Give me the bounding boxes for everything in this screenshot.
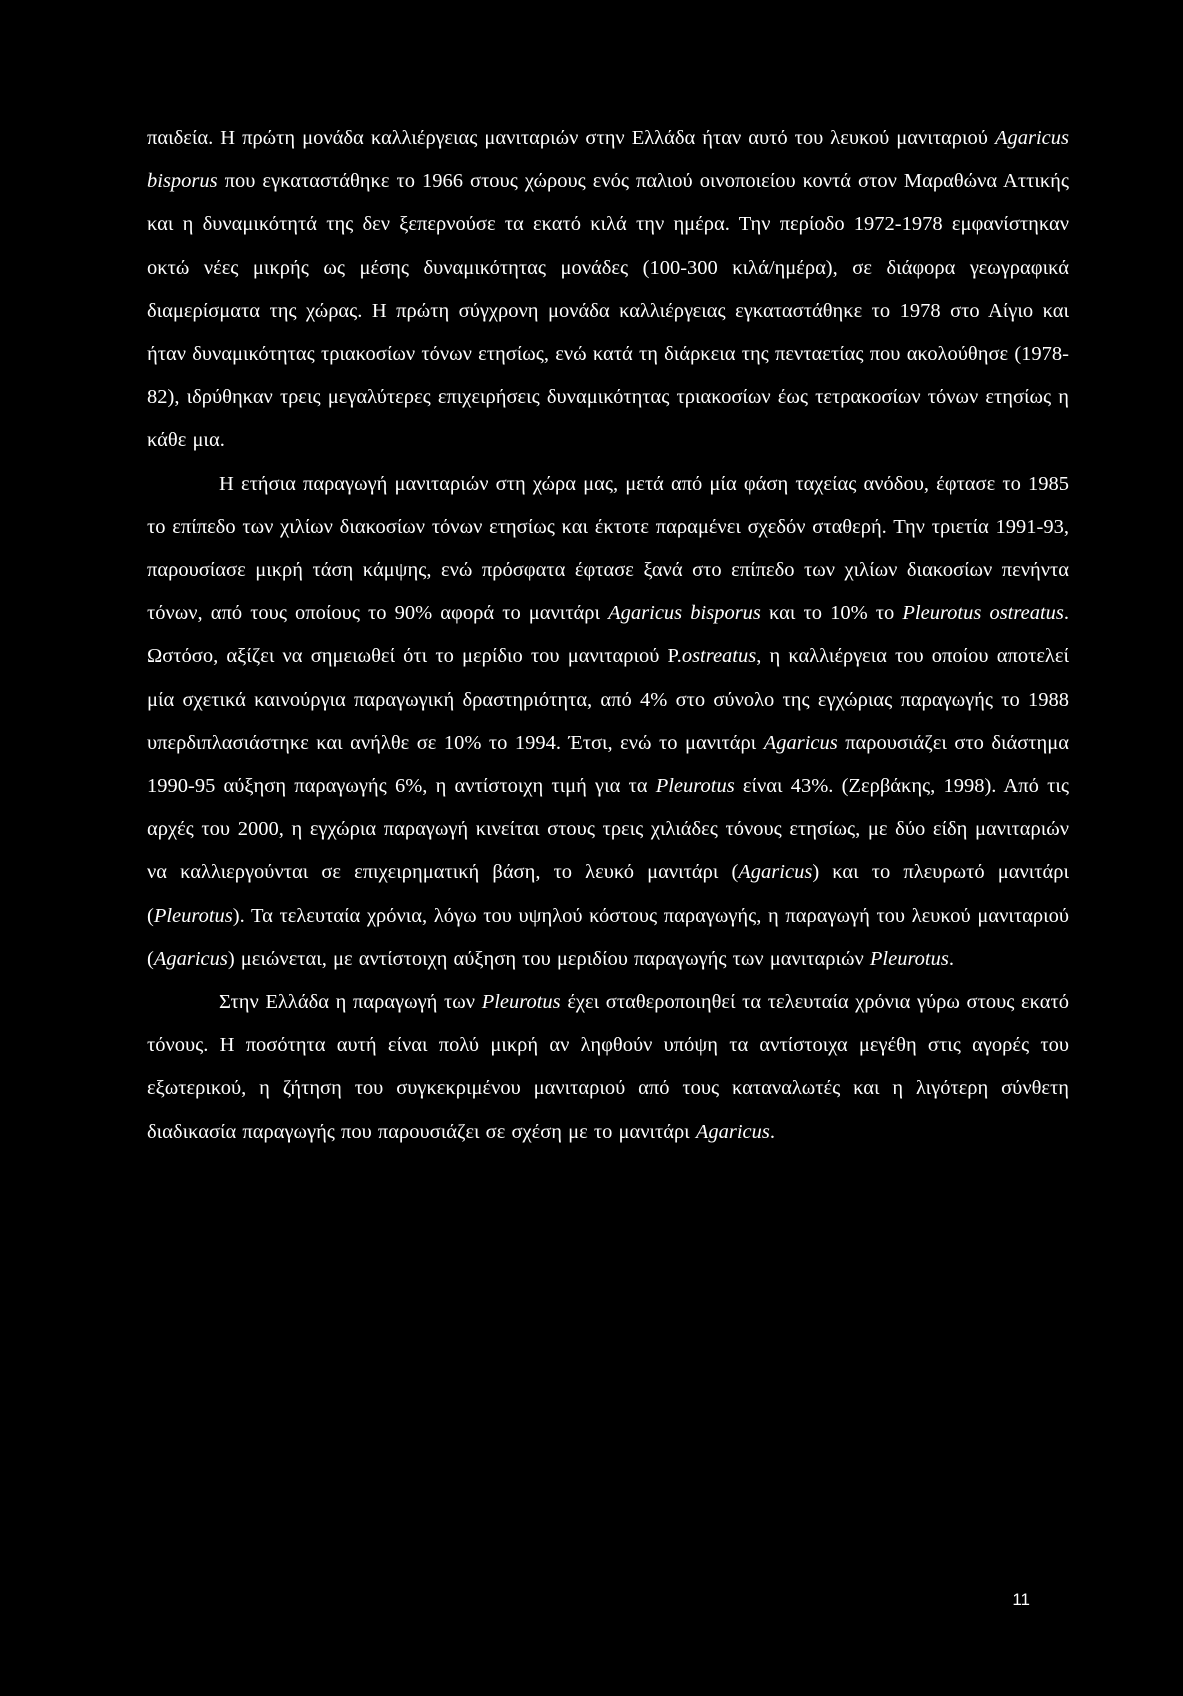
paragraph-2-text-8: ). Τα τελευταία χρόνια, λόγω του υψηλού κόστους παραγωγής, η παραγωγή του λευκού μανιταριού ( (147, 904, 1069, 970)
paragraph-3-text-1: Στην Ελλάδα η παραγωγή των (219, 991, 482, 1014)
species-name-italic: Agaricus (695, 1120, 770, 1143)
paragraph-2-text-10: . (948, 947, 954, 970)
species-name-italic: Agaricus bisporus (147, 127, 1069, 193)
document-body (147, 117, 1069, 1154)
species-name-italic: Agaricus (738, 861, 813, 884)
species-name-italic: Pleurotus ostreatus (902, 602, 1064, 625)
paragraph-1-text-2: που εγκαταστάθηκε το 1966 στους χώρους ενός παλιού οινοποιείου κοντά στον Μαραθώνα Αττικής και η δυναμικότητά της δεν ξεπερνούσε τα εκατό κιλά την ημέρα. Την περίοδο 1972-1978 εμφανίστηκαν οκτώ νέες μικρής ως μέσης δυναμικότητας μονάδες (100-300 κιλά/ημέρα), σε διάφορα γεωγραφικά διαμερίσματα της χώρας. Η πρώτη σύγχρονη μονάδα καλλιέργειας εγκαταστάθηκε το 1978 στο Αίγιο και ήταν δυναμικότητας τριακοσίων τόνων ετησίως, ενώ κατά τη διάρκεια της πενταετίας που ακολούθησε (1978-82), ιδρύθηκαν τρεις μεγαλύτερες επιχειρήσεις δυναμικότητας τριακοσίων έως τετρακοσίων τόνων ετησίως η κάθε μια. (147, 170, 1069, 452)
paragraph-3 (147, 981, 1069, 1154)
species-name-italic: Pleurotus (869, 947, 949, 970)
paragraph-2-text-3: . Ωστόσο, αξίζει να σημειωθεί ότι το μερίδιο του μανιταριού Ρ. (147, 602, 1069, 668)
paragraph-2-text-9: ) μειώνεται, με αντίστοιχη αύξηση του μεριδίου παραγωγής των μανιταριών (227, 947, 870, 970)
paragraph-3-text-2: έχει σταθεροποιηθεί τα τελευταία χρόνια γύρω στους εκατό τόνους. Η ποσότητα αυτή είναι πολύ μικρή αν ληφθούν υπόψη τα αντίστοιχα μεγέθη στις αγορές του εξωτερικού, η ζήτηση του συγκεκριμένου μανιταριού από τους καταναλωτές και η λιγότερη σύνθετη διαδικασία παραγωγής που παρουσιάζει σε σχέση με το μανιτάρι (147, 991, 1069, 1143)
paragraph-3-text-3: . (769, 1120, 775, 1143)
paragraph-1-text-1: παιδεία. Η πρώτη μονάδα καλλιέργειας μανιταριών στην Ελλάδα ήταν αυτό του λευκού μανιταριού (147, 127, 995, 149)
paragraph-2-text-5: παρουσιάζει στο διάστημα 1990-95 αύξηση παραγωγής 6%, η αντίστοιχη τιμή για τα (147, 731, 1069, 798)
paragraph-2-text-1: Η ετήσια παραγωγή μανιταριών στη χώρα μας, μετά από μία φάση ταχείας ανόδου, έφτασε το 1985 το επίπεδο των χιλίων διακοσίων τόνων ετησίως και έκτοτε παραμένει σχεδόν σταθερή. Την τριετία 1991-93, παρουσίασε μικρή τάση κάμψης, ενώ πρόσφατα έφτασε ξανά στο επίπεδο των χιλίων διακοσίων πενήντα τόνων, από τους οποίους το 90% αφορά το μανιτάρι (147, 472, 1069, 625)
species-name-italic: Pleurotus (481, 991, 561, 1014)
paragraph-2-text-2: και το 10% το (760, 602, 903, 625)
species-name-italic: Agaricus (153, 947, 228, 970)
paragraph-2-text-4: , η καλλιέργεια του οποίου αποτελεί μία σχετικά καινούργια παραγωγική δραστηριότητα, από 4% στο σύνολο της εγχώριας παραγωγής το 1988 υπερδιπλασιάστηκε και ανήλθε σε 10% το 1994. Έτσι, ενώ το μανιτάρι (147, 645, 1069, 754)
species-name-italic: Agaricus (763, 731, 838, 754)
paragraph-2-text-6: είναι 43%. (Ζερβάκης, 1998). Από τις αρχές του 2000, η εγχώρια παραγωγή κινείται στους τρεις χιλιάδες τόνους ετησίως, με δύο είδη μανιταριών να καλλιεργούνται σε επιχειρηματική βάση, το λευκό μανιτάρι ( (147, 775, 1069, 884)
species-name-italic: Pleurotus (153, 904, 233, 927)
paragraph-2-text-7: ) και το πλευρωτό μανιτάρι ( (147, 861, 1069, 927)
species-name-italic: Agaricus bisporus (608, 602, 761, 625)
paragraph-1 (147, 117, 1069, 463)
species-name-italic: Pleurotus (655, 775, 735, 798)
paragraph-2 (147, 463, 1069, 981)
species-name-italic: ostreatus (681, 645, 757, 668)
page-number: 11 (1012, 1590, 1030, 1609)
